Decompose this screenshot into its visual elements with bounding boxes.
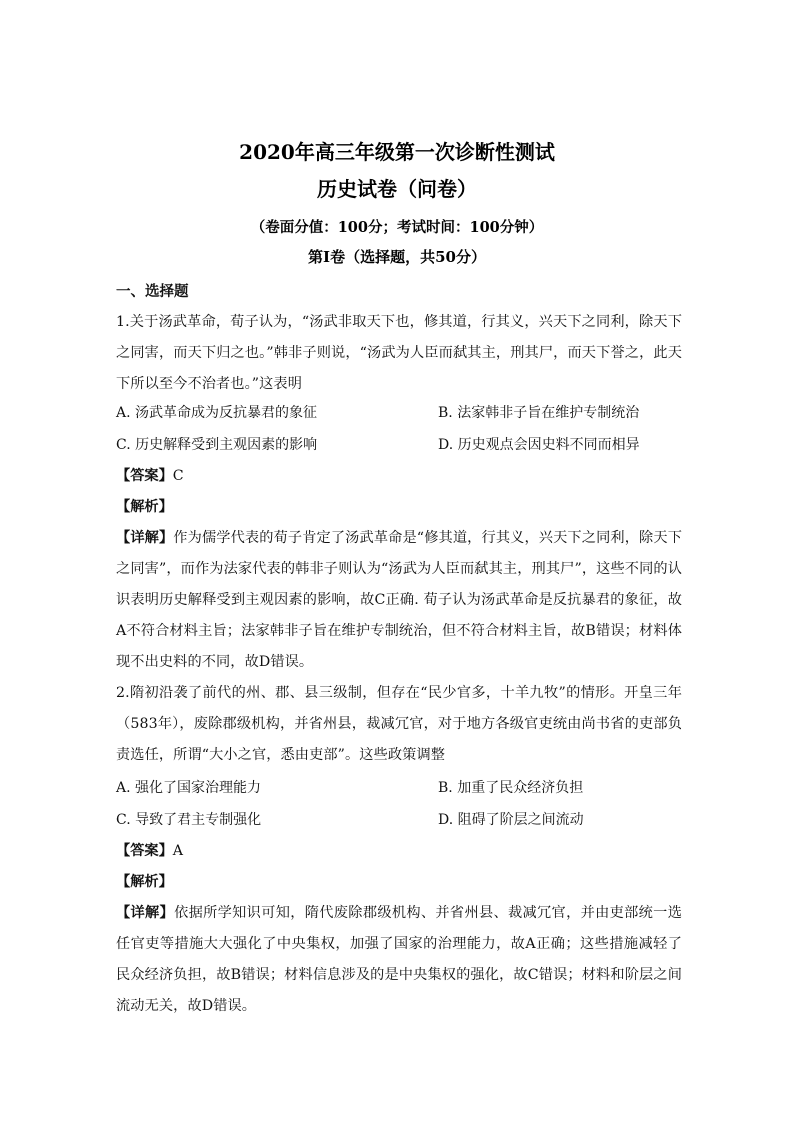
- question-1-option-a: A. 汤武革命成为反抗暴君的象征: [116, 405, 318, 421]
- section-title: 一、选择题: [116, 283, 189, 300]
- question-2-answer: [116, 841, 183, 861]
- question-1-stem: 1.关于汤武革命，荀子认为，“汤武非取天下也，修其道，行其义，兴天下之同利，除天下之同害，而天下归之也。”韩非子则说，“汤武为人臣而弑其主，刑其尸，而天下誉之，此天下所以至今不治者也。”这表明: [116, 314, 682, 392]
- question-2-option-d: D. 阻碍了阶层之间流动: [438, 812, 584, 828]
- question-2-option-b: B. 加重了民众经济负担: [438, 780, 584, 796]
- question-2-option-c: C. 导致了君主专制强化: [116, 812, 262, 828]
- answer-label: 【答案】: [116, 468, 173, 484]
- question-2-detail: [116, 898, 682, 1022]
- question-2-analysis-label: [116, 872, 173, 892]
- analysis-label: 【解析】: [116, 874, 173, 890]
- question-2-stem: 2.隋初沿袭了前代的州、郡、县三级制，但存在“民少官多，十羊九牧”的情形。开皇三年（583年），废除郡级机构，并省州县，裁减冗官，对于地方各级官吏统由尚书省的吏部负责选任，所谓“大小之官，悉由吏部”。这些政策调整: [116, 685, 682, 763]
- question-1-option-c: C. 历史解释受到主观因素的影响: [116, 437, 318, 453]
- exam-title: 2020年高三年级第一次诊断性测试: [239, 140, 555, 164]
- question-1-detail: [116, 523, 682, 678]
- question-1-option-d: D. 历史观点会因史料不同而相异: [438, 437, 640, 453]
- exam-part: 第Ⅰ卷（选择题，共50分）: [308, 248, 486, 266]
- detail-text: 依据所学知识可知，隋代废除郡级机构、并省州县、裁减冗官，并由吏部统一选任官吏等措施大大强化了中央集权，加强了国家的治理能力，故A正确；这些措施减轻了民众经济负担，故B错误；材料信息涉及的是中央集权的强化，故C错误；材料和阶层之间流动无关，故D错误。: [116, 905, 682, 1014]
- answer-value: C: [172, 468, 184, 484]
- question-1-option-b: B. 法家韩非子旨在维护专制统治: [438, 405, 640, 421]
- answer-label: 【答案】: [116, 843, 173, 859]
- analysis-label: 【解析】: [116, 499, 173, 515]
- exam-meta: （卷面分值：100分；考试时间：100分钟）: [250, 219, 544, 236]
- question-1-answer: [116, 466, 184, 486]
- question-1-analysis-label: [116, 497, 173, 517]
- question-2-option-a: A. 强化了国家治理能力: [116, 780, 262, 796]
- detail-label: 【详解】: [116, 530, 174, 546]
- detail-label: 【详解】: [116, 905, 175, 921]
- answer-value: A: [172, 843, 184, 859]
- exam-subtitle: 历史试卷（问卷）: [317, 177, 477, 201]
- detail-text: 作为儒学代表的荀子肯定了汤武革命是“修其道，行其义，兴天下之同利，除天下之同害”，而作为法家代表的韩非子则认为“汤武为人臣而弑其主，刑其尸”，这些不同的认识表明历史解释受到主观因素的影响，故C正确. 荀子认为汤武革命是反抗暴君的象征，故A不符合材料主旨；法家韩非子旨在维护专制统治，但不符合材料主旨，故B错误；材料体现不出史料的不同，故D错误。: [116, 530, 682, 670]
